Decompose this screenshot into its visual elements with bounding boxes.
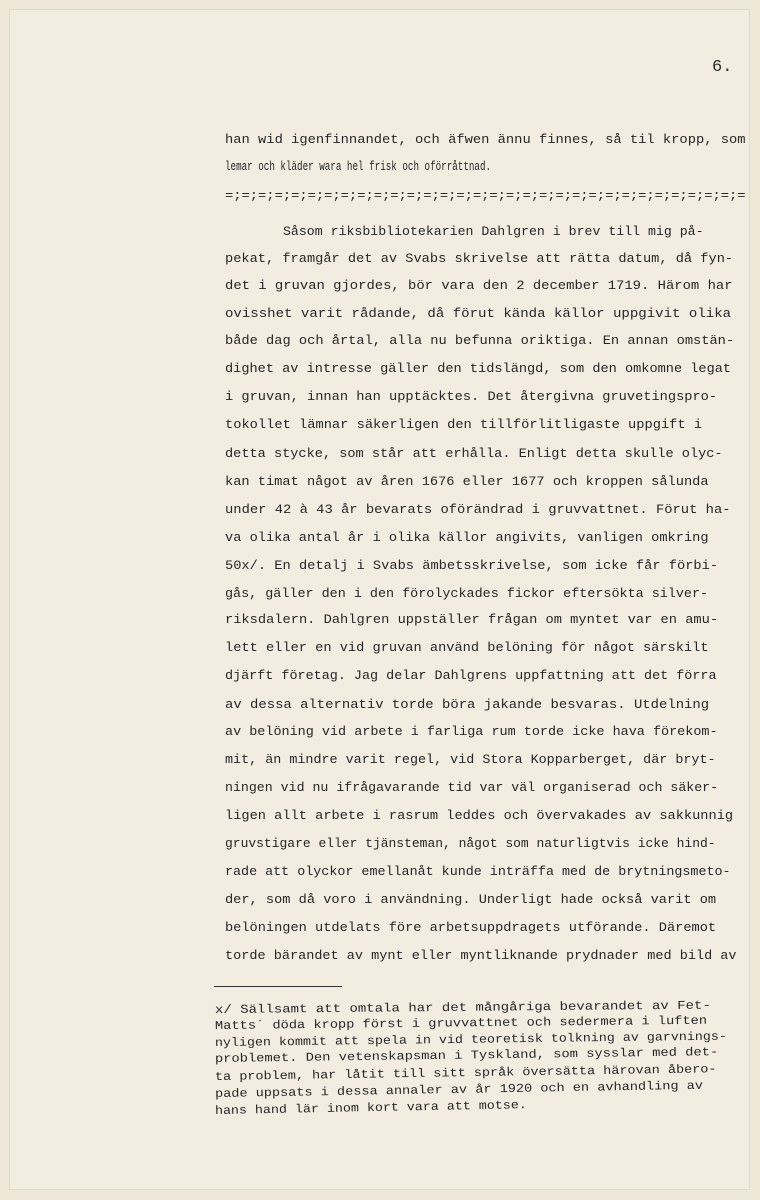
footnote-line: ta problem, har låtit till sitt språk översätta härovan åbero-: [214, 1062, 717, 1084]
body-line: ligen allt arbete i rasrum leddes och övervakades av sakkunnig: [225, 809, 734, 823]
body-line: tokollet lämnar säkerligen den tillförlitligaste uppgift i: [225, 418, 703, 432]
body-line: 50x/. En detalj i Svabs ämbetsskrivelse, som icke får förbi-: [225, 559, 719, 573]
body-line: Såsom riksbibliotekarien Dahlgren i brev till mig på-: [283, 225, 704, 239]
section-separator: =;=;=;=;=;=;=;=;=;=;=;=;=;=;=;=;=;=;=;=;=;=;=;=;=;=;=;=;=;=;=;=: [225, 189, 746, 203]
body-line: gruvstigare eller tjänsteman, något som naturligtvis icke hind-: [225, 837, 716, 851]
body-line: både dag och årtal, alla nu befunna oriktiga. En annan omstän-: [225, 334, 735, 348]
body-line: dighet av intresse gäller den tidslängd, som den omkomne legat: [225, 362, 732, 376]
body-line: ovisshet varit rådande, då förut kända källor uppgivit olika: [225, 307, 732, 321]
body-line: lemar och kläder wara hel frisk och oförråttnad.: [225, 160, 492, 174]
body-line: djärft företag. Jag delar Dahlgrens uppfattning att det förra: [225, 669, 717, 683]
body-line: gås, gäller den i den förolyckades fickor eftersökta silver-: [225, 587, 709, 601]
body-line: der, som då voro i användning. Underligt hade också varit om: [225, 893, 717, 907]
body-line: mit, än mindre varit regel, vid Stora Kopparberget, där bryt-: [225, 753, 716, 767]
body-line: rade att olyckor emellanåt kunde inträffa med de brytningsmeto-: [225, 865, 731, 879]
footnote-line: Matts´ döda kropp först i gruvvattnet och sedermera i luften: [214, 1013, 708, 1033]
footnote-line: x/ Sällsamt att omtala har det mångåriga bevarandet av Fet-: [214, 998, 711, 1017]
body-line: belöningen utdelats före arbetsuppdragets utförande. Däremot: [225, 921, 717, 935]
footnote-line: problemet. Den vetenskapsman i Tyskland, som sysslar med det-: [214, 1045, 719, 1066]
body-line: riksdalern. Dahlgren uppställer frågan om myntet var en amu-: [225, 613, 719, 627]
body-line: kan timat något av åren 1676 eller 1677 och kroppen sålunda: [225, 475, 709, 489]
footnote-line: pade uppsats i dessa annaler av år 1920 och en avhandling av: [214, 1078, 704, 1101]
document-page: [10, 10, 749, 1189]
body-line: i gruvan, innan han upptäcktes. Det återgivna gruvetingspro-: [225, 390, 718, 404]
body-line: av dessa alternativ torde böra jakande besvaras. Utdelning: [225, 698, 710, 712]
body-line: det i gruvan gjordes, bör vara den 2 december 1719. Härom har: [225, 279, 733, 293]
footnote-rule: [214, 986, 342, 987]
body-line: pekat, framgår det av Svabs skrivelse att rätta datum, då fyn-: [225, 252, 734, 266]
body-line: detta stycke, som står att erhålla. Enligt detta skulle olyc-: [225, 447, 723, 461]
body-line: av belöning vid arbete i farliga rum torde icke hava förekom-: [225, 725, 718, 739]
footnote-line: hans hand lär inom kort vara att motse.: [214, 1098, 527, 1118]
body-line: ningen vid nu ifrågavarande tid var väl organiserad och säker-: [225, 781, 719, 795]
body-line: lett eller en vid gruvan använd belöning för något särskilt: [225, 641, 709, 655]
page-number: 6.: [712, 58, 733, 77]
footnote-line: nyligen kommit att spela in vid teoretisk tolkning av garvnings-: [214, 1029, 727, 1050]
body-line: va olika antal år i olika källor angivits, vanligen omkring: [225, 531, 709, 545]
body-line: torde bärandet av mynt eller myntliknande prydnader med bild av: [225, 949, 737, 963]
body-line: han wid igenfinnandet, och äfwen ännu finnes, så til kropp, som: [225, 133, 746, 147]
body-line: under 42 à 43 år bevarats oförändrad i gruvvattnet. Förut ha-: [225, 503, 731, 517]
